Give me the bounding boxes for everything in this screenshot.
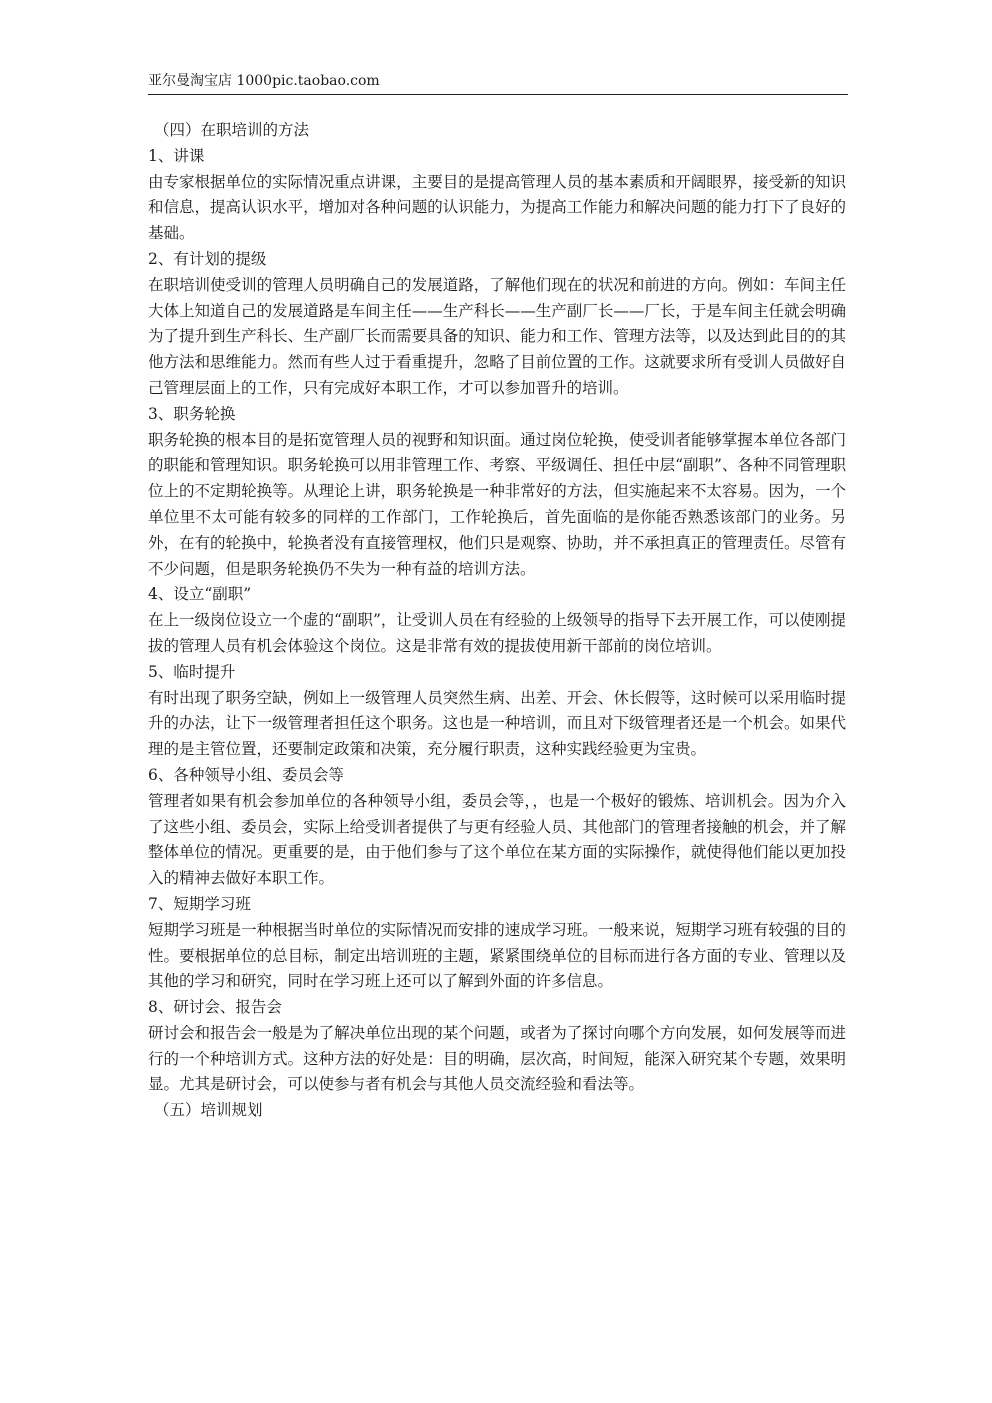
- section-heading-5: （五）培训规划: [154, 1101, 263, 1120]
- page-header: 亚尔曼淘宝店 1000pic.taobao.com: [148, 73, 380, 89]
- paragraph-deputy-post: 在上一级岗位设立一个虚的“副职”，让受训人员在有经验的上级领导的指导下去开展工作，可以使刚提拔的管理人员有机会体验这个岗位。这是非常有效的提拔使用新干部前的岗位培训。: [148, 611, 846, 655]
- subheading-temporary-promotion: 5、临时提升: [148, 662, 236, 681]
- subheading-planned-promotion: 2、有计划的提级: [148, 249, 267, 268]
- header-divider: [148, 94, 848, 95]
- paragraph-lecture: 由专家根据单位的实际情况重点讲课，主要目的是提高管理人员的基本素质和开阔眼界，接受新的知识和信息，提高认识水平，增加对各种问题的认识能力，为提高工作能力和解决问题的能力打下了良好的基础。: [148, 172, 846, 243]
- subheading-deputy-post: 4、设立“副职”: [148, 585, 252, 604]
- paragraph-short-courses: 短期学习班是一种根据当时单位的实际情况而安排的速成学习班。一般来说，短期学习班有较强的目的性。要根据单位的总目标，制定出培训班的主题，紧紧围绕单位的目标而进行各方面的专业、管理以及其他的学习和研究，同时在学习班上还可以了解到外面的许多信息。: [148, 920, 846, 991]
- subheading-job-rotation: 3、职务轮换: [148, 404, 236, 423]
- paragraph-planned-promotion: 在职培训使受训的管理人员明确自己的发展道路，了解他们现在的状况和前进的方向。例如：车间主任大体上知道自己的发展道路是车间主任——生产科长——生产副厂长——厂长，于是车间主任就会明确为了提升到生产科长、生产副厂长而需要具备的知识、能力和工作、管理方法等，以及达到此目的的其他方法和思维能力。然而有些人过于看重提升，忽略了目前位置的工作。这就要求所有受训人员做好自己管理层面上的工作，只有完成好本职工作，才可以参加晋升的培训。: [148, 275, 846, 397]
- document-body: [148, 118, 846, 1124]
- paragraph-committees: 管理者如果有机会参加单位的各种领导小组，委员会等，，也是一个极好的锻炼、培训机会。因为介入了这些小组、委员会，实际上给受训者提供了与更有经验人员、其他部门的管理者接触的机会，并了解整体单位的情况。更重要的是，由于他们参与了这个单位在某方面的实际操作，就使得他们能以更加投入的精神去做好本职工作。: [148, 791, 846, 888]
- paragraph-job-rotation: 职务轮换的根本目的是拓宽管理人员的视野和知识面。通过岗位轮换，使受训者能够掌握本单位各部门的职能和管理知识。职务轮换可以用非管理工作、考察、平级调任、担任中层“副职”、各种不同管理职位上的不定期轮换等。从理论上讲，职务轮换是一种非常好的方法，但实施起来不太容易。因为，一个单位里不太可能有较多的同样的工作部门，工作轮换后，首先面临的是你能否熟悉该部门的业务。另外，在有的轮换中，轮换者没有直接管理权，他们只是观察、协助，并不承担真正的管理责任。尽管有不少问题，但是职务轮换仍不失为一种有益的培训方法。: [148, 430, 846, 578]
- subheading-committees: 6、各种领导小组、委员会等: [148, 765, 344, 784]
- paragraph-temporary-promotion: 有时出现了职务空缺，例如上一级管理人员突然生病、出差、开会、休长假等，这时候可以采用临时提升的办法，让下一级管理者担任这个职务。这也是一种培训，而且对下级管理者还是一个机会。如果代理的是主管位置，还要制定政策和决策，充分履行职责，这种实践经验更为宝贵。: [148, 688, 846, 759]
- subheading-short-courses: 7、短期学习班: [148, 894, 251, 913]
- section-heading-4: （四）在职培训的方法: [154, 121, 310, 139]
- paragraph-seminars: 研讨会和报告会一般是为了解决单位出现的某个问题，或者为了探讨向哪个方向发展，如何发展等而进行的一个种培训方式。这种方法的好处是：目的明确，层次高，时间短，能深入研究某个专题，效果明显。尤其是研讨会，可以使参与者有机会与其他人员交流经验和看法等。: [148, 1023, 846, 1094]
- subheading-seminars: 8、研讨会、报告会: [148, 998, 282, 1017]
- subheading-lecture: 1、讲课: [148, 146, 205, 165]
